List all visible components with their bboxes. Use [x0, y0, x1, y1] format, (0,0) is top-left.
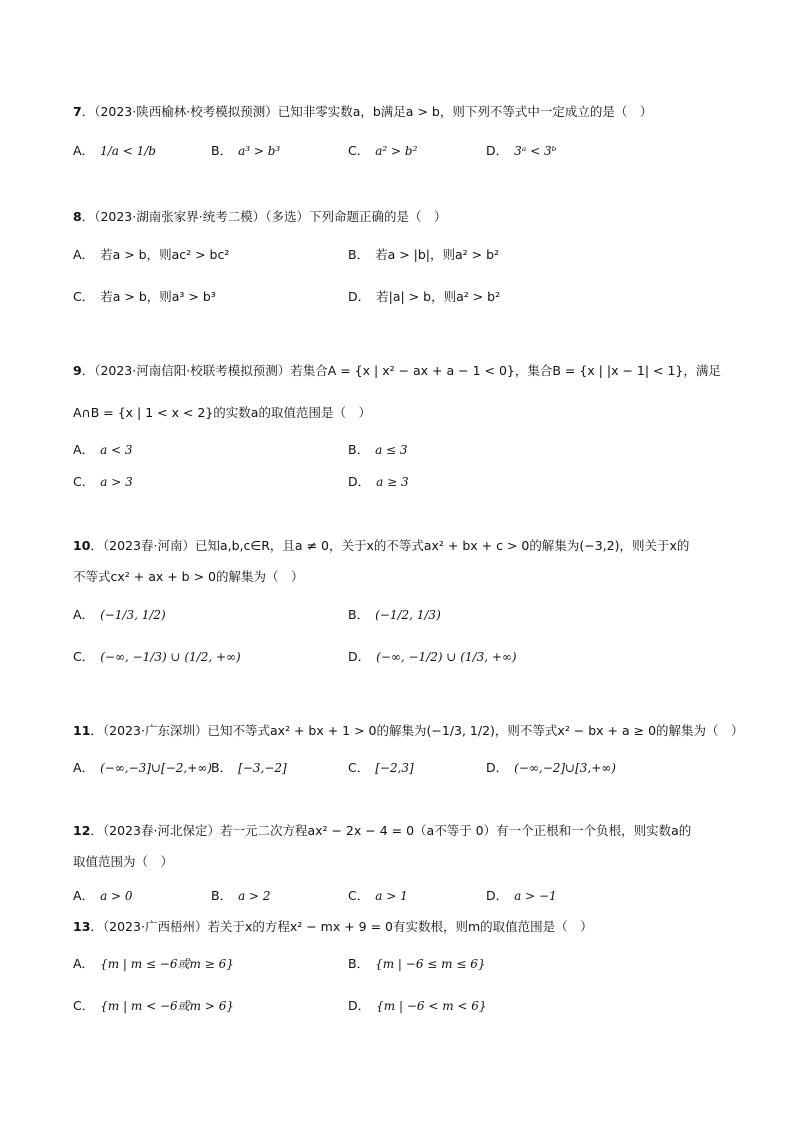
question-7-stem	[73, 103, 652, 121]
question-11-stem	[73, 722, 744, 740]
option-d[interactable]: D． a > −1	[486, 888, 557, 903]
question-10-stem-cont: 不等式cx² + ax + b > 0的解集为（ ）	[73, 569, 304, 584]
question-text: ．（2023·广东深圳）已知不等式ax² + bx + 1 > 0的解集为(−1/3, 1/2)，则不等式x² − bx + a ≥ 0的解集为（ ）	[90, 723, 744, 738]
option-a[interactable]: A． a > 0	[73, 888, 133, 903]
option-b[interactable]: B． {m | −6 ≤ m ≤ 6}	[348, 956, 486, 971]
option-d[interactable]: D． (−∞, −1/2) ∪ (1/3, +∞)	[348, 649, 517, 664]
question-text: ．（2023·陕西榆林·校考模拟预测）已知非零实数a，b满足a > b，则下列不等式中一定成立的是（ ）	[81, 104, 653, 119]
question-8-stem	[73, 208, 446, 226]
option-c[interactable]: C． {m | m < −6或m > 6}	[73, 998, 235, 1013]
question-number: 12	[73, 823, 91, 838]
option-b[interactable]: B． a³ > b³	[211, 143, 281, 158]
question-10-stem	[73, 537, 689, 555]
option-d[interactable]: D． a ≥ 3	[348, 474, 409, 489]
option-b[interactable]: B． a > 2	[211, 888, 271, 903]
question-number: 11	[73, 723, 91, 738]
option-a[interactable]: A． (−∞,−3]∪[−2,+∞)	[73, 760, 212, 775]
option-b[interactable]: B． (−1/2, 1/3)	[348, 607, 441, 622]
question-text: ．（2023春·河北保定）若一元二次方程ax² − 2x − 4 = 0（a不等于 0）有一个正根和一个负根，则实数a的	[90, 823, 692, 838]
option-a[interactable]: A． 若a > b，则ac² > bc²	[73, 247, 230, 262]
option-a[interactable]: A． {m | m ≤ −6或m ≥ 6}	[73, 956, 234, 971]
question-9-stem-cont: A∩B = {x | 1 < x < 2}的实数a的取值范围是（ ）	[73, 405, 371, 420]
option-c[interactable]: C． a² > b²	[348, 143, 418, 158]
option-b[interactable]: B． a ≤ 3	[348, 442, 408, 457]
option-b[interactable]: B． 若a > |b|，则a² > b²	[348, 247, 500, 262]
option-d[interactable]: D． 3ᵃ < 3ᵇ	[486, 143, 557, 158]
option-c[interactable]: C． a > 3	[73, 474, 133, 489]
question-number: 8	[73, 209, 82, 224]
option-d[interactable]: D． {m | −6 < m < 6}	[348, 998, 487, 1013]
option-b[interactable]: B． [−3,−2]	[211, 760, 287, 775]
question-12-stem	[73, 822, 691, 840]
option-a[interactable]: A． a < 3	[73, 442, 133, 457]
question-text: ．（2023春·河南）已知a,b,c∈R，且a ≠ 0，关于x的不等式ax² + bx + c > 0的解集为(−3,2)，则关于x的	[90, 538, 690, 553]
option-c[interactable]: C． 若a > b，则a³ > b³	[73, 289, 216, 304]
option-d[interactable]: D． 若|a| > b，则a² > b²	[348, 289, 501, 304]
option-c[interactable]: C． [−2,3]	[348, 760, 414, 775]
question-number: 9	[73, 363, 82, 378]
question-9-stem	[73, 362, 721, 380]
question-number: 10	[73, 538, 91, 553]
question-text: ．（2023·广西梧州）若关于x的方程x² − mx + 9 = 0有实数根，则m的取值范围是（ ）	[90, 919, 593, 934]
question-13-stem	[73, 918, 593, 936]
question-text: ．（2023·湖南张家界·统考二模）（多选）下列命题正确的是（ ）	[81, 209, 447, 224]
option-a[interactable]: A． (−1/3, 1/2)	[73, 607, 166, 622]
option-d[interactable]: D． (−∞,−2]∪[3,+∞)	[486, 760, 616, 775]
question-number: 7	[73, 104, 82, 119]
question-12-stem-cont: 取值范围为（ ）	[73, 854, 174, 869]
option-c[interactable]: C． (−∞, −1/3) ∪ (1/2, +∞)	[73, 649, 241, 664]
question-number: 13	[73, 919, 91, 934]
option-a[interactable]: A． 1/a < 1/b	[73, 143, 156, 158]
question-text: ．（2023·河南信阳·校联考模拟预测）若集合A = {x | x² − ax + a − 1 < 0}，集合B = {x | |x − 1| < 1}，满足	[81, 363, 721, 378]
option-c[interactable]: C． a > 1	[348, 888, 408, 903]
